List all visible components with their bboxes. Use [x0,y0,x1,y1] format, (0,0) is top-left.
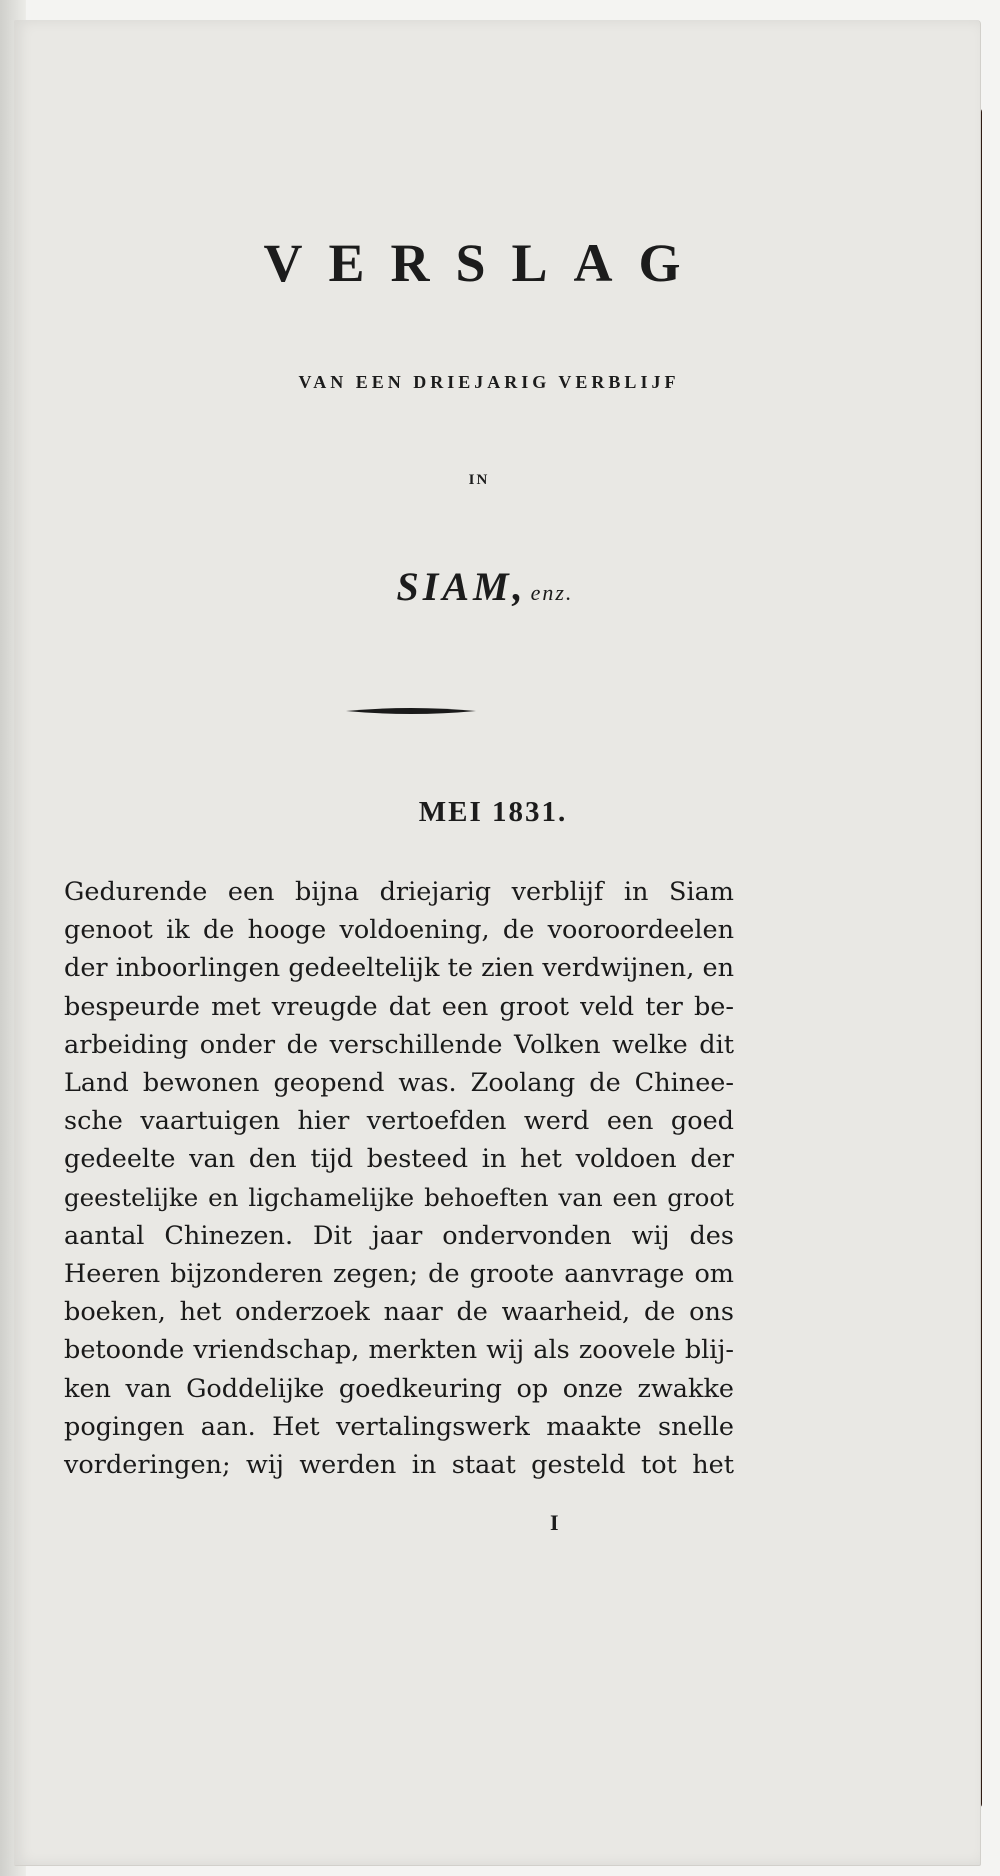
body-line: sche vaartuigen hier vertoefden werd een goed [64,1106,734,1137]
place-name: SIAM, [396,564,527,609]
page-title: VERSLAG [263,233,707,293]
body-line: Heeren bijzonderen zegen; de groote aanvrage om [64,1259,734,1290]
place-line [2,563,968,610]
subtitle-in: IN [468,472,490,488]
body-line: vorderingen; wij werden in staat gesteld tot het [64,1450,734,1481]
body-line: geestelijke en ligchamelijke behoeften van een groot [64,1182,734,1212]
body-line: arbeiding onder de verschillende Volken welke dit [64,1029,734,1060]
body-text [64,873,734,1484]
place-suffix: enz. [530,580,574,605]
body-line: Land bewonen geopend was. Zoolang de Chinee- [64,1068,734,1099]
body-line: Gedurende een bijna driejarig verblijf in Siam [64,877,734,907]
book-page [14,20,981,1866]
body-line: der inboorlingen gedeeltelijk te zien verdwijnen, en [64,953,734,984]
page-content [14,20,980,1865]
body-line: bespeurde met vreugde dat een groot veld ter be- [64,991,734,1022]
body-line: aantal Chinezen. Dit jaar ondervonden wij des [64,1220,734,1251]
body-line: gedeelte van den tijd besteed in het voldoen der [64,1144,734,1175]
section-heading: MEI 1831. [418,796,568,828]
body-line: boeken, het onderzoek naar de waarheid, de ons [64,1297,734,1328]
page-number: I [550,1510,559,1535]
body-line: pogingen aan. Het vertalingswerk maakte snelle [64,1411,734,1442]
ornament-rule [346,706,476,716]
body-line: betoonde vriendschap, merkten wij als zoovele blij- [64,1335,734,1366]
body-line: genoot ik de hooge voldoening, de vooroordeelen [64,915,734,946]
body-line: ken van Goddelijke goedkeuring op onze zwakke [64,1373,734,1404]
subtitle: VAN EEN DRIEJARIG VERBLIJF [298,372,680,392]
